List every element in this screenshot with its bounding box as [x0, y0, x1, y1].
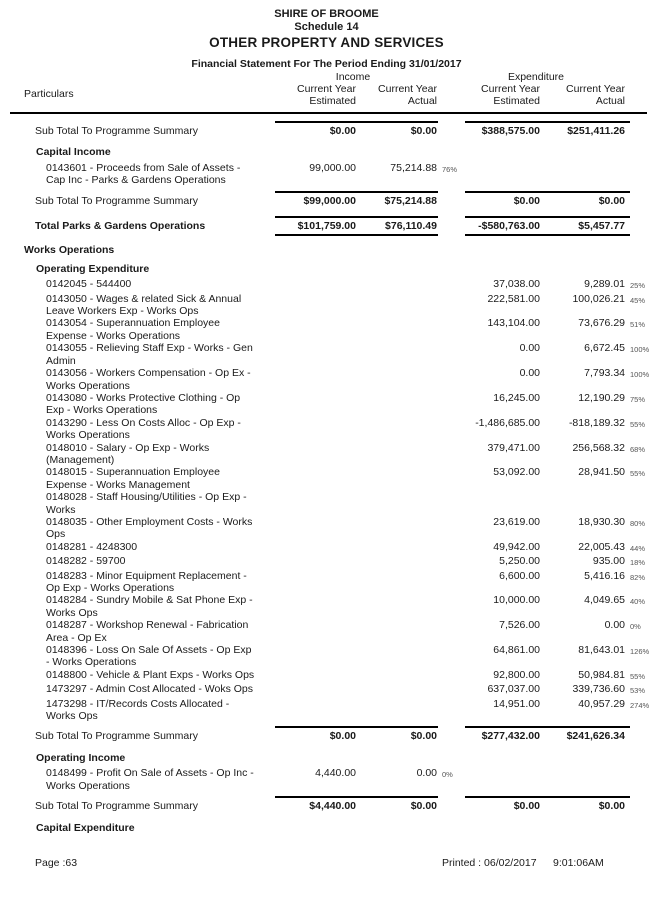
income-estimated-value: $0.00: [329, 125, 356, 137]
section-heading: Operating Expenditure: [36, 262, 150, 275]
income-percent-value: [437, 730, 463, 732]
income-estimated-value: $4,440.00: [309, 800, 356, 813]
expenditure-percent-value: [625, 800, 653, 802]
column-group-rule: [0, 796, 653, 798]
income-actual-value: $0.00: [410, 800, 437, 813]
income-actual-value: 75,214.88: [390, 161, 437, 174]
expenditure-estimated-value: $388,575.00: [481, 125, 540, 137]
income-actual-value: $0.00: [410, 730, 437, 743]
income-percent-value: [437, 278, 463, 280]
expenditure-percent-value: 100%: [630, 370, 650, 380]
income-percent-value: 0%: [442, 770, 453, 780]
expenditure-actual-value: 4,049.65: [584, 594, 625, 607]
expenditure-actual-value: 40,957.29: [578, 697, 625, 710]
header-rule: [10, 112, 647, 114]
expenditure-percent-value: 0%: [630, 622, 641, 632]
income-actual-value: $0.00: [410, 125, 437, 137]
expenditure-percent-value: 44%: [630, 543, 646, 553]
income-percent-value: [437, 516, 463, 518]
expenditure-estimated-value: 5,250.00: [499, 555, 540, 568]
row-label: 0143054 - Superannuation Employee Expense - Works Operations: [46, 317, 220, 342]
section-heading: Works Operations: [24, 244, 115, 257]
expenditure-percent-value: [625, 125, 653, 127]
detail-row: [0, 367, 653, 392]
expenditure-percent-value: 55%: [630, 419, 646, 429]
row-label: 0148010 - Salary - Op Exp - Works (Management): [46, 441, 210, 466]
col-income-estimated-line1: Current Year: [297, 83, 356, 95]
row-label: 0143290 - Less On Costs Alloc - Op Exp - Works Operations: [46, 416, 241, 442]
income-estimated-value: $99,000.00: [303, 194, 356, 207]
expenditure-estimated-value: $0.00: [513, 194, 540, 207]
detail-row: [0, 594, 653, 619]
income-percent-value: [437, 466, 463, 468]
column-group-rule: [0, 191, 653, 193]
income-percent-value: [437, 570, 463, 572]
income-percent-value: [437, 594, 463, 596]
row-label: 0143050 - Wages & related Sick & Annual Leave Workers Exp - Works Ops: [46, 292, 242, 318]
expenditure-percent-value: [625, 162, 653, 164]
col-expenditure-actual-line2: Actual: [595, 95, 625, 107]
income-estimated-value: $101,759.00: [297, 220, 356, 233]
income-percent-value: [437, 683, 463, 685]
row-label: 0148028 - Staff Housing/Utilities - Op Exp - Works: [46, 491, 247, 516]
column-group-rule: [0, 121, 653, 123]
expenditure-estimated-value: 92,800.00: [493, 668, 540, 681]
row-label: 0148499 - Profit On Sale of Assets - Op Inc - Works Operations: [46, 767, 254, 792]
printed-time: 9:01:06AM: [553, 857, 604, 869]
subtotal-row: [0, 800, 653, 812]
expenditure-percent-value: 126%: [630, 647, 650, 657]
detail-row: [0, 466, 653, 491]
expenditure-actual-value: 935.00: [592, 555, 625, 568]
expenditure-percent-value: 274%: [630, 700, 650, 710]
document-header: [0, 0, 653, 70]
income-estimated-value: 99,000.00: [309, 161, 356, 174]
expenditure-percent-value: [625, 220, 653, 222]
expenditure-estimated-value: 16,245.00: [493, 391, 540, 404]
income-percent-value: [437, 417, 463, 419]
income-percent-value: [437, 555, 463, 557]
report-subtitle: Financial Statement For The Period Ending 31/01/2017: [191, 58, 462, 70]
row-label: 0143080 - Works Protective Clothing - Op Exp - Works Operations: [46, 391, 241, 417]
expenditure-actual-value: 18,930.30: [578, 515, 625, 528]
col-income-estimated-line2: Estimated: [309, 95, 356, 107]
col-group-expenditure: Expenditure: [507, 71, 565, 83]
expenditure-percent-value: 51%: [630, 320, 646, 330]
row-label: 0143601 - Proceeds from Sale of Assets - Cap Inc - Parks & Gardens Operations: [46, 161, 241, 187]
detail-row: [0, 278, 653, 292]
col-particulars: Particulars: [24, 88, 74, 100]
expenditure-actual-value: $0.00: [598, 194, 625, 207]
row-label: 0148035 - Other Employment Costs - Works Ops: [46, 515, 253, 541]
expenditure-actual-value: $251,411.26: [567, 125, 625, 137]
income-group-rule: [275, 726, 438, 728]
expenditure-percent-value: 100%: [630, 345, 650, 355]
expenditure-percent-value: [625, 730, 653, 732]
income-percent-value: [437, 442, 463, 444]
expenditure-estimated-value: $277,432.00: [481, 730, 540, 743]
row-label: 0148287 - Workshop Renewal - Fabrication Area - Op Ex: [46, 619, 249, 644]
printed-date: Printed : 06/02/2017: [442, 857, 537, 869]
expenditure-actual-value: $241,626.34: [566, 730, 625, 743]
income-actual-value: $76,110.49: [385, 220, 437, 233]
income-actual-value: $75,214.88: [384, 194, 437, 207]
expenditure-actual-value: -818,189.32: [568, 416, 625, 429]
schedule-number: Schedule 14: [294, 21, 359, 33]
expenditure-actual-value: 12,190.29: [578, 391, 625, 404]
page-number: Page :63: [35, 857, 78, 869]
income-percent-value: [437, 541, 463, 543]
row-label: 0148800 - Vehicle & Plant Exps - Works Ops: [46, 668, 255, 681]
expenditure-group-rule: [465, 121, 630, 123]
expenditure-percent-value: 55%: [630, 469, 646, 479]
expenditure-estimated-value: 64,861.00: [493, 644, 540, 657]
expenditure-estimated-value: 14,951.00: [493, 697, 540, 710]
income-percent-value: [437, 367, 463, 369]
column-group-rule: [0, 726, 653, 728]
page-footer: [0, 857, 653, 871]
expenditure-actual-value: $0.00: [598, 800, 625, 813]
detail-row: [0, 491, 653, 516]
expenditure-estimated-value: 6,600.00: [499, 569, 540, 582]
detail-row: [0, 516, 653, 541]
income-group-rule: [275, 191, 438, 193]
row-label: Sub Total To Programme Summary: [35, 125, 199, 137]
income-group-rule: [275, 121, 438, 123]
expenditure-percent-value: 18%: [630, 558, 646, 568]
income-percent-value: [437, 125, 463, 127]
expenditure-actual-value: 22,005.43: [578, 540, 625, 553]
organisation-name: SHIRE OF BROOME: [274, 8, 379, 20]
expenditure-percent-value: 75%: [630, 394, 646, 404]
income-actual-value: 0.00: [416, 767, 437, 780]
income-percent-value: [437, 195, 463, 197]
expenditure-actual-value: 0.00: [604, 619, 625, 632]
expenditure-estimated-value: -$580,763.00: [478, 220, 540, 233]
financial-table-body: [0, 114, 653, 834]
row-label: 0148015 - Superannuation Employee Expense - Works Management: [46, 466, 220, 491]
detail-row: [0, 442, 653, 467]
col-expenditure-actual-line1: Current Year: [566, 83, 625, 95]
detail-row: [0, 683, 653, 697]
detail-row: [0, 570, 653, 595]
expenditure-actual-value: 7,793.34: [584, 367, 625, 380]
row-label: Sub Total To Programme Summary: [35, 800, 199, 813]
income-group-rule: [275, 216, 438, 218]
detail-row: [0, 392, 653, 417]
expenditure-estimated-value: 37,038.00: [493, 278, 540, 291]
detail-row: [0, 541, 653, 555]
col-group-income: Income: [335, 71, 371, 83]
detail-row: [0, 644, 653, 669]
expenditure-group-rule: [465, 216, 630, 218]
detail-row: [0, 555, 653, 569]
expenditure-group-rule: [465, 796, 630, 798]
expenditure-percent-value: [625, 195, 653, 197]
detail-row: [0, 698, 653, 723]
detail-row: [0, 619, 653, 644]
income-percent-value: [437, 293, 463, 295]
subtotal-row: [0, 195, 653, 207]
expenditure-actual-value: 5,416.16: [584, 569, 625, 582]
expenditure-actual-value: $5,457.77: [578, 220, 625, 233]
section-heading: Capital Expenditure: [36, 821, 135, 834]
income-percent-value: [437, 317, 463, 319]
subtotal-row: [0, 125, 653, 137]
expenditure-percent-value: 40%: [630, 597, 646, 607]
expenditure-estimated-value: 379,471.00: [487, 441, 540, 454]
expenditure-group-rule: [465, 191, 630, 193]
expenditure-group-rule: [465, 234, 630, 236]
income-estimated-value: 4,440.00: [315, 767, 356, 780]
detail-row: [0, 767, 653, 792]
expenditure-actual-value: 73,676.29: [578, 317, 625, 330]
expenditure-actual-value: 100,026.21: [572, 292, 625, 305]
income-percent-value: [437, 392, 463, 394]
expenditure-estimated-value: 143,104.00: [487, 317, 540, 330]
expenditure-percent-value: 55%: [630, 671, 646, 681]
expenditure-percent-value: [625, 491, 653, 493]
income-percent-value: [437, 800, 463, 802]
col-expenditure-estimated-line1: Current Year: [481, 83, 540, 95]
expenditure-estimated-value: 49,942.00: [493, 540, 540, 553]
detail-row: [0, 669, 653, 683]
row-label: 1473297 - Admin Cost Allocated - Woks Ops: [46, 683, 253, 696]
income-percent-value: [437, 619, 463, 621]
income-percent-value: [437, 644, 463, 646]
detail-row: [0, 293, 653, 318]
report-title: OTHER PROPERTY AND SERVICES: [209, 35, 444, 50]
col-income-actual-line1: Current Year: [378, 83, 437, 95]
row-label: 0148281 - 4248300: [46, 540, 138, 553]
row-label: 0148284 - Sundry Mobile & Sat Phone Exp - Works Ops: [46, 594, 253, 619]
detail-row: [0, 317, 653, 342]
detail-row: [0, 162, 653, 187]
expenditure-actual-value: 339,736.60: [572, 683, 625, 696]
income-percent-value: [437, 342, 463, 344]
expenditure-estimated-value: -1,486,685.00: [475, 416, 540, 429]
row-label: Sub Total To Programme Summary: [35, 730, 199, 743]
expenditure-estimated-value: 637,037.00: [487, 683, 540, 696]
income-group-rule: [275, 234, 438, 236]
row-label: 1473298 - IT/Records Costs Allocated -Works Ops: [46, 697, 230, 723]
income-percent-value: 76%: [442, 164, 458, 174]
expenditure-actual-value: 50,984.81: [578, 668, 625, 681]
expenditure-actual-value: 6,672.45: [584, 342, 625, 355]
section-heading: Operating Income: [36, 751, 126, 764]
column-header: [0, 70, 653, 114]
total-row: [0, 220, 653, 232]
income-estimated-value: $0.00: [329, 730, 356, 743]
row-label: 0143056 - Workers Compensation - Op Ex - Works Operations: [46, 367, 251, 392]
expenditure-estimated-value: 7,526.00: [499, 619, 540, 632]
row-label: Sub Total To Programme Summary: [35, 194, 199, 207]
income-percent-value: [437, 698, 463, 700]
expenditure-estimated-value: 222,581.00: [487, 292, 540, 305]
expenditure-percent-value: 80%: [630, 518, 646, 528]
row-label: 0148283 - Minor Equipment Replacement - Op Exp - Works Operations: [46, 569, 247, 594]
income-percent-value: [437, 220, 463, 222]
expenditure-percent-value: [625, 767, 653, 769]
expenditure-estimated-value: $0.00: [513, 800, 540, 813]
expenditure-estimated-value: 53,092.00: [493, 466, 540, 479]
expenditure-estimated-value: 23,619.00: [493, 515, 540, 528]
expenditure-percent-value: 25%: [630, 281, 646, 291]
expenditure-actual-value: 9,289.01: [584, 278, 625, 291]
expenditure-estimated-value: 0.00: [519, 367, 540, 380]
expenditure-actual-value: 256,568.32: [572, 441, 625, 454]
row-label: 0148396 - Loss On Sale Of Assets - Op Exp - Works Operations: [46, 644, 252, 669]
detail-row: [0, 342, 653, 367]
column-group-rule: [0, 234, 653, 236]
row-label: 0143055 - Relieving Staff Exp - Works - Gen Admin: [46, 342, 253, 367]
subtotal-row: [0, 730, 653, 742]
row-label: 0142045 - 544400: [46, 278, 132, 291]
expenditure-actual-value: 28,941.50: [578, 466, 625, 479]
income-percent-value: [437, 669, 463, 671]
column-group-rule: [0, 216, 653, 218]
col-income-actual-line2: Actual: [407, 95, 437, 107]
detail-row: [0, 417, 653, 442]
expenditure-percent-value: 82%: [630, 572, 646, 582]
row-label: 0148282 - 59700: [46, 555, 126, 568]
expenditure-percent-value: 53%: [630, 686, 646, 696]
expenditure-percent-value: 68%: [630, 444, 646, 454]
expenditure-group-rule: [465, 726, 630, 728]
row-label: Total Parks & Gardens Operations: [35, 220, 206, 233]
col-expenditure-estimated-line2: Estimated: [493, 95, 540, 107]
expenditure-actual-value: 81,643.01: [578, 644, 625, 657]
expenditure-estimated-value: 10,000.00: [493, 594, 540, 607]
income-group-rule: [275, 796, 438, 798]
expenditure-estimated-value: 0.00: [519, 342, 540, 355]
income-percent-value: [437, 491, 463, 493]
expenditure-percent-value: 45%: [630, 295, 646, 305]
section-heading: Capital Income: [36, 146, 111, 159]
